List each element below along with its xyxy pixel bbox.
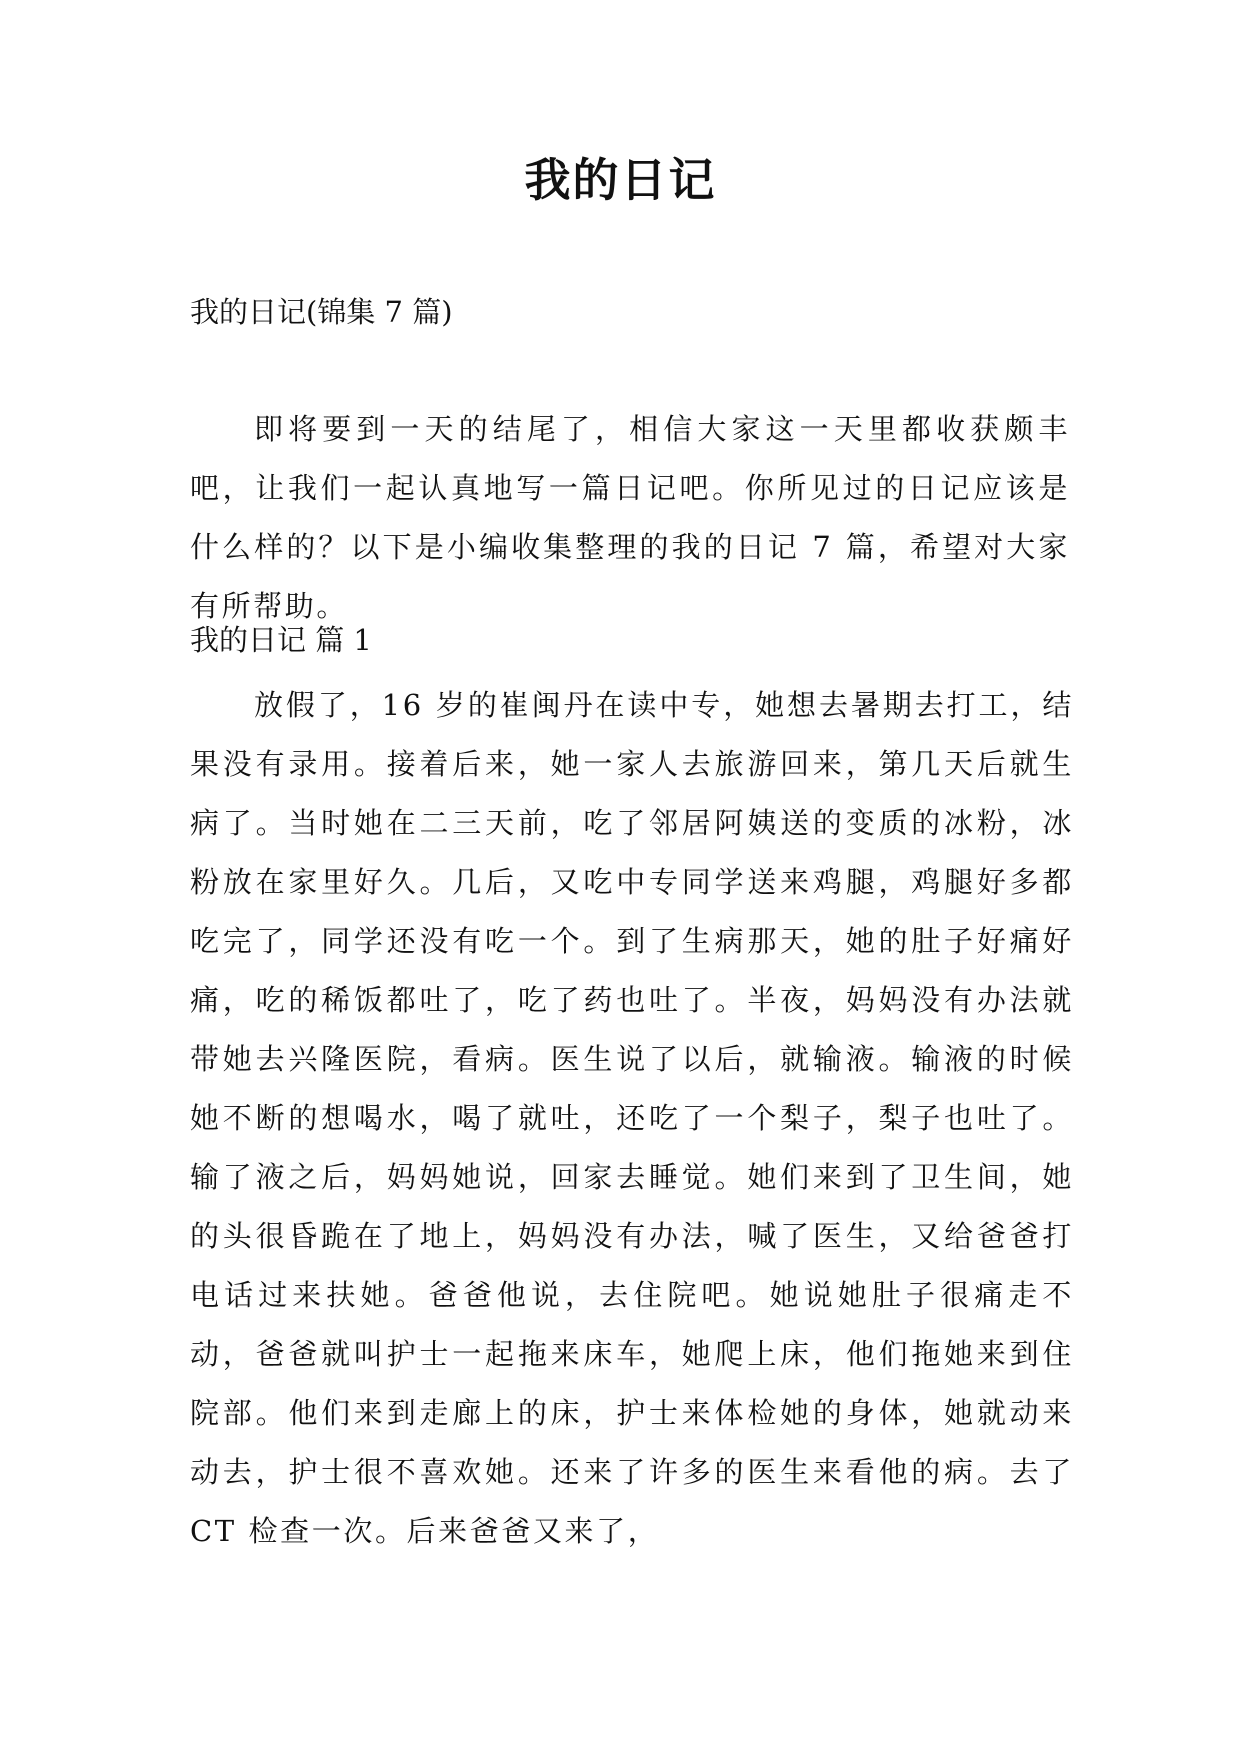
intro-paragraph: 即将要到一天的结尾了，相信大家这一天里都收获颇丰吧，让我们一起认真地写一篇日记吧。你所见过的日记应该是什么样的？以下是小编收集整理的我的日记 7 篇，希望对大家有所帮助。 bbox=[190, 412, 1070, 623]
document-subtitle: 我的日记(锦集 7 篇) bbox=[190, 295, 453, 329]
document-title: 我的日记 bbox=[524, 153, 717, 207]
section-paragraph: 放假了，16 岁的崔闽丹在读中专，她想去暑期去打工，结果没有录用。接着后来，她一家人去旅游回来，第几天后就生病了。当时她在二三天前，吃了邻居阿姨送的变质的冰粉，冰粉放在家里好久。几后，又吃中专同学送来鸡腿，鸡腿好多都吃完了，同学还没有吃一个。到了生病那天，她的肚子好痛好痛，吃的稀饭都吐了，吃了药也吐了。半夜，妈妈没有办法就带她去兴隆医院，看病。医生说了以后，就输液。输液的时候她不断的想喝水，喝了就吐，还吃了一个梨子，梨子也吐了。输了液之后，妈妈她说，回家去睡觉。她们来到了卫生间，她的头很昏跪在了地上，妈妈没有办法，喊了医生，又给爸爸打电话过来扶她。爸爸他说，去住院吧。她说她肚子很痛走不动，爸爸就叫护士一起拖来床车，她爬上床，他们拖她来到住院部。他们来到走廊上的床，护士来体检她的身体，她就动来动去，护士很不喜欢她。还来了许多的医生来看他的病。去了 CT 检查一次。后来爸爸又来了， bbox=[190, 688, 1074, 1548]
section-heading: 我的日记 篇 1 bbox=[190, 623, 372, 657]
